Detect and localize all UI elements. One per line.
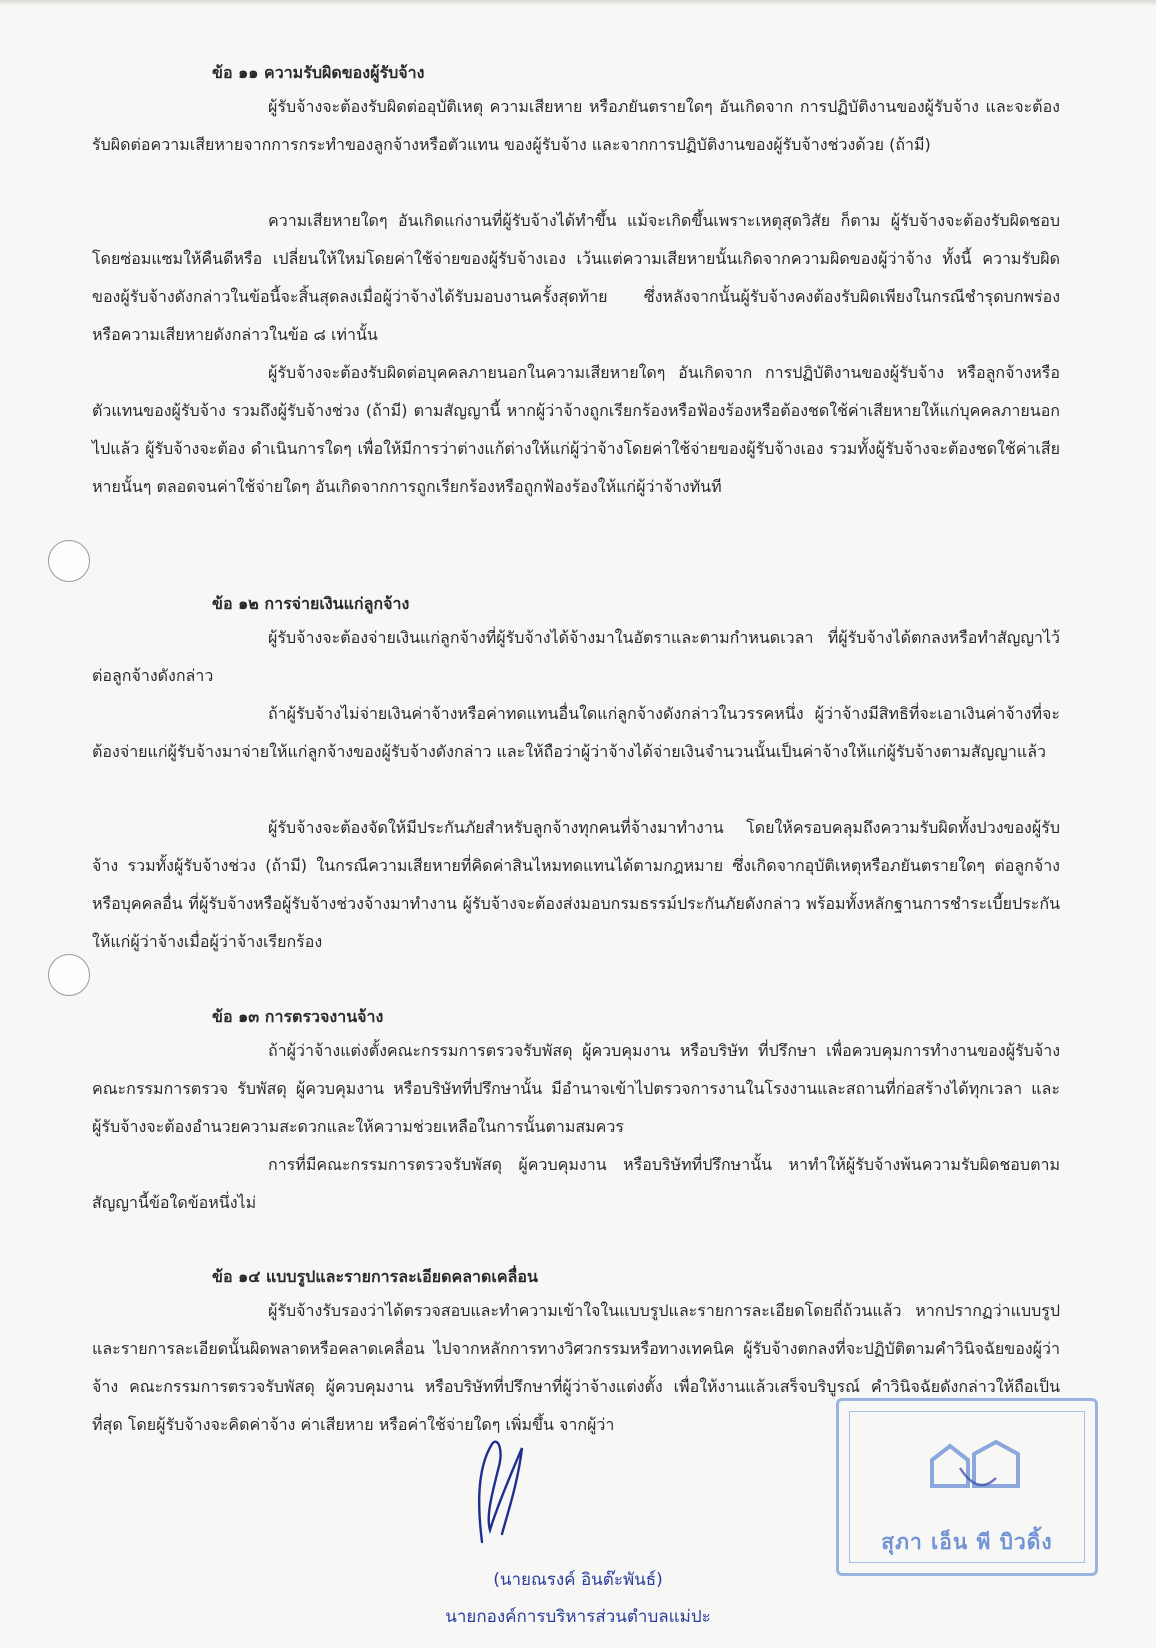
punch-hole — [48, 954, 90, 996]
clause-13-paragraph-1: ถ้าผู้ว่าจ้างแต่งตั้งคณะกรรมการตรวจรับพัสดุ ผู้ควบคุมงาน หรือบริษัท ที่ปรึกษา เพื่อควบคุมการทำงานของผู้รับจ้าง คณะกรรมการตรวจ รับพัสดุ ผู้ควบคุมงาน หรือบริษัทที่ปรึกษานั้น มีอำนาจเข้าไปตรวจการงานในโรงงานและสถานที่ก่อสร้างได้ทุกเวลา และผู้รับจ้างจะต้องอำนวยความสะดวกและให้ความช่วยเหลือในการนั้นตามสมควร — [92, 1041, 1060, 1136]
clause-12-heading: ข้อ ๑๒ การจ่ายเงินแก่ลูกจ้าง — [212, 594, 410, 613]
signatory-title: นายกองค์การบริหารส่วนตำบลแม่ปะ — [445, 1607, 711, 1627]
clause-12-paragraph-1: ผู้รับจ้างจะต้องจ่ายเงินแก่ลูกจ้างที่ผู้รับจ้างได้จ้างมาในอัตราและตามกำหนดเวลา ที่ผู้รับจ้างได้ตกลงหรือทำสัญญาไว้ต่อลูกจ้างดังกล่าว — [92, 628, 1060, 685]
scan-edge — [0, 0, 1156, 6]
clause-13-paragraph-2: การที่มีคณะกรรมการตรวจรับพัสดุ ผู้ควบคุมงาน หรือบริษัทที่ปรึกษานั้น หาทำให้ผู้รับจ้างพ้นความรับผิดชอบตามสัญญานี้ข้อใดข้อหนึ่งไม่ — [92, 1155, 1060, 1212]
clause-11-heading: ข้อ ๑๑ ความรับผิดของผู้รับจ้าง — [212, 63, 425, 82]
punch-hole — [48, 540, 90, 582]
clause-12-paragraph-2: ถ้าผู้รับจ้างไม่จ่ายเงินค่าจ้างหรือค่าทดแทนอื่นใดแก่ลูกจ้างดังกล่าวในวรรคหนึ่ง ผู้ว่าจ้างมีสิทธิที่จะเอาเงินค่าจ้างที่จะต้องจ่ายแก่ผู้รับจ้างมาจ่ายให้แก่ลูกจ้างของผู้รับจ้างดังกล่าว และให้ถือว่าผู้ว่าจ้างได้จ่ายเงินจำนวนนั้นเป็นค่าจ้างให้แก่ผู้รับจ้างตามสัญญาแล้ว — [92, 704, 1060, 761]
signatory-name: (นายณรงค์ อินต๊ะพันธ์) — [493, 1570, 663, 1590]
stamp-company-name: สุภา เอ็น พี บิวดิ้ง — [881, 1530, 1053, 1554]
clause-14-heading: ข้อ ๑๔ แบบรูปและรายการละเอียดคลาดเคลื่อน — [212, 1267, 538, 1286]
clause-13-heading: ข้อ ๑๓ การตรวจงานจ้าง — [212, 1007, 384, 1026]
clause-11-paragraph-2: ความเสียหายใดๆ อันเกิดแก่งานที่ผู้รับจ้างได้ทำขึ้น แม้จะเกิดขึ้นเพราะเหตุสุดวิสัย ก็ตาม ผู้รับจ้างจะต้องรับผิดชอบโดยซ่อมแซมให้คืนดีหรือ เปลี่ยนให้ใหม่โดยค่าใช้จ่ายของผู้รับจ้างเอง เว้นแต่ความเสียหายนั้นเกิดจากความผิดของผู้ว่าจ้าง ทั้งนี้ ความรับผิดของผู้รับจ้างดังกล่าวในข้อนี้จะสิ้นสุดลงเมื่อผู้ว่าจ้างได้รับมอบงานครั้งสุดท้าย ซึ่งหลังจากนั้นผู้รับจ้างคงต้องรับผิดเพียงในกรณีชำรุดบกพร่อง หรือความเสียหายดังกล่าวในข้อ ๘ เท่านั้น — [92, 211, 1060, 344]
clause-11-paragraph-3: ผู้รับจ้างจะต้องรับผิดต่อบุคคลภายนอกในความเสียหายใดๆ อันเกิดจาก การปฏิบัติงานของผู้รับจ้าง หรือลูกจ้างหรือตัวแทนของผู้รับจ้าง รวมถึงผู้รับจ้างช่วง (ถ้ามี) ตามสัญญานี้ หากผู้ว่าจ้างถูกเรียกร้องหรือฟ้องร้องหรือต้องชดใช้ค่าเสียหายให้แก่บุคคลภายนอกไปแล้ว ผู้รับจ้างจะต้อง ดำเนินการใดๆ เพื่อให้มีการว่าต่างแก้ต่างให้แก่ผู้ว่าจ้างโดยค่าใช้จ่ายของผู้รับจ้างเอง รวมทั้งผู้รับจ้างจะต้องชดใช้ค่าเสียหายนั้นๆ ตลอดจนค่าใช้จ่ายใดๆ อันเกิดจากการถูกเรียกร้องหรือถูกฟ้องร้องให้แก่ผู้ว่าจ้างทันที — [92, 363, 1060, 496]
handwritten-signature — [452, 1430, 542, 1550]
company-stamp — [836, 1398, 1098, 1576]
clause-14-paragraph-1: ผู้รับจ้างรับรองว่าได้ตรวจสอบและทำความเข้าใจในแบบรูปและรายการละเอียดโดยถี่ถ้วนแล้ว หากปรากฏว่าแบบรูปและรายการละเอียดนั้นผิดพลาดหรือคลาดเคลื่อน ไปจากหลักการทางวิศวกรรมหรือทางเทคนิค ผู้รับจ้างตกลงที่จะปฏิบัติตามคำวินิจฉัยของผู้ว่าจ้าง คณะกรรมการตรวจรับพัสดุ ผู้ควบคุมงาน หรือบริษัทที่ปรึกษาที่ผู้ว่าจ้างแต่งตั้ง เพื่อให้งานแล้วเสร็จบริบูรณ์ คำวินิจฉัยดังกล่าวให้ถือเป็นที่สุด โดยผู้รับจ้างจะคิดค่าจ้าง ค่าเสียหาย หรือค่าใช้จ่ายใดๆ เพิ่มขึ้น จากผู้ว่า — [92, 1301, 1060, 1434]
clause-11-paragraph-1: ผู้รับจ้างจะต้องรับผิดต่ออุบัติเหตุ ความเสียหาย หรือภยันตรายใดๆ อันเกิดจาก การปฏิบัติงานของผู้รับจ้าง และจะต้องรับผิดต่อความเสียหายจากการกระทำของลูกจ้างหรือตัวแทน ของผู้รับจ้าง และจากการปฏิบัติงานของผู้รับจ้างช่วงด้วย (ถ้ามี) — [92, 97, 1060, 154]
clause-12-paragraph-3: ผู้รับจ้างจะต้องจัดให้มีประกันภัยสำหรับลูกจ้างทุกคนที่จ้างมาทำงาน โดยให้ครอบคลุมถึงความรับผิดทั้งปวงของผู้รับจ้าง รวมทั้งผู้รับจ้างช่วง (ถ้ามี) ในกรณีความเสียหายที่คิดค่าสินไหมทดแทนได้ตามกฎหมาย ซึ่งเกิดจากอุบัติเหตุหรือภยันตรายใดๆ ต่อลูกจ้างหรือบุคคลอื่น ที่ผู้รับจ้างหรือผู้รับจ้างช่วงจ้างมาทำงาน ผู้รับจ้างจะต้องส่งมอบกรมธรรม์ประกันภัยดังกล่าว พร้อมทั้งหลักฐานการชำระเบี้ยประกันให้แก่ผู้ว่าจ้างเมื่อผู้ว่าจ้างเรียกร้อง — [92, 818, 1060, 951]
